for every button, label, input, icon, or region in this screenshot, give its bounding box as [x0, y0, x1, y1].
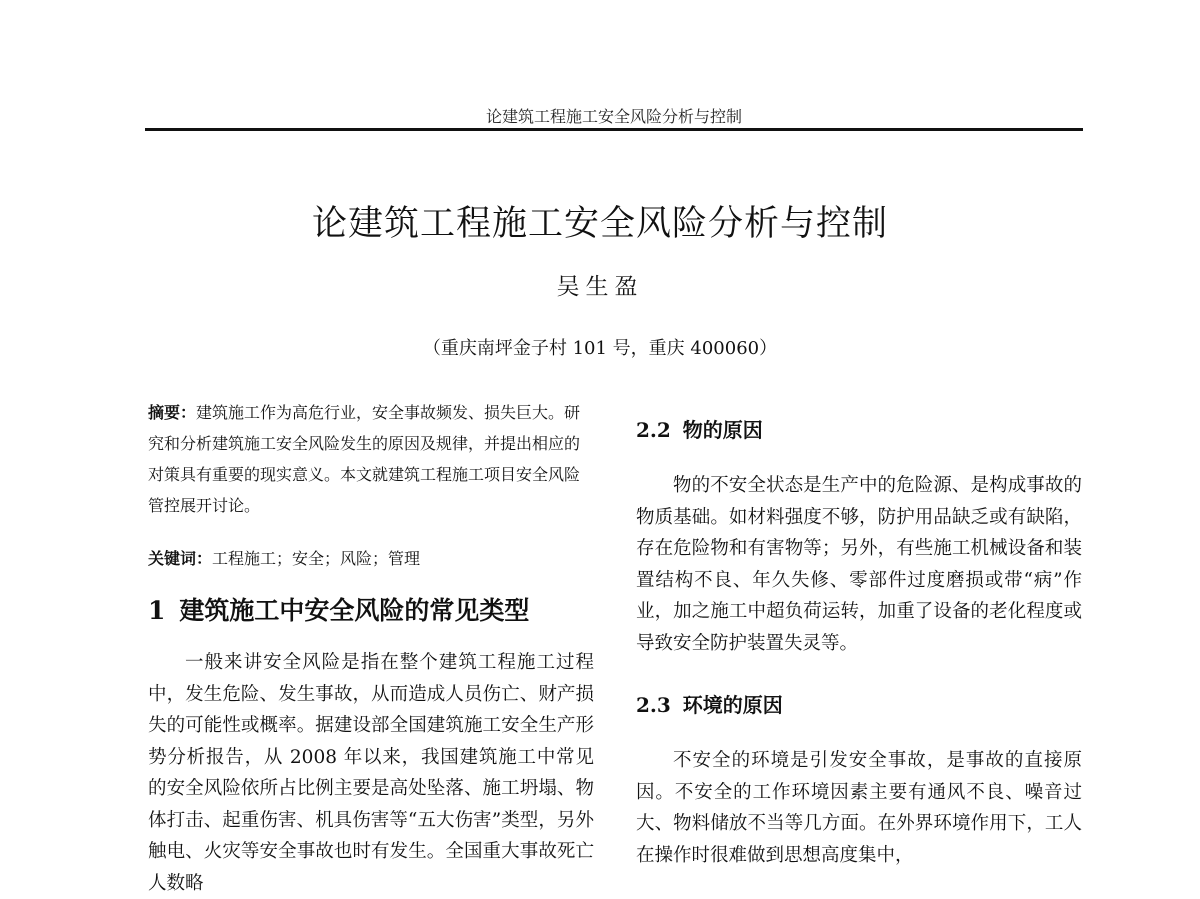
section-2-3-title: 环境的原因 [682, 693, 783, 717]
keywords [148, 547, 594, 571]
section-2-2-paragraph: 物的不安全状态是生产中的危险源、是构成事故的物质基础。如材料强度不够，防护用品缺乏或有缺陷，存在危险物和有害物等；另外，有些施工机械设备和装置结构不良、年久失修、零部件过度磨损或带“病”作业，加之施工中超负荷运转，加重了设备的老化程度或导致安全防护装置失灵等。 [636, 475, 1082, 654]
section-1-paragraph: 一般来讲安全风险是指在整个建筑工程施工过程中，发生危险、发生事故，从而造成人员伤亡、财产损失的可能性或概率。据建设部全国建筑施工安全生产形势分析报告，从 2008 年以来，我国建筑施工中常见的安全风险依所占比例主要是高处坠落、施工坍塌、物体打击、起重伤害、机具伤害等“五大伤害”类型，另外触电、火灾等安全事故也时有发生。全国重大事故死亡人数略 [148, 652, 594, 894]
keywords-label: 关键词： [148, 549, 213, 568]
affiliation: （重庆南坪金子村 101 号，重庆 400060） [422, 338, 778, 359]
abstract-label: 摘要： [148, 403, 197, 422]
keywords-text: 工程施工；安全；风险；管理 [212, 549, 421, 568]
paper-title: 论建筑工程施工安全风险分析与控制 [311, 204, 888, 244]
right-column [636, 410, 1082, 871]
section-2-3-number: 2.3 [636, 693, 671, 717]
section-1-heading [148, 587, 594, 635]
section-2-3-paragraph: 不安全的环境是引发安全事故，是事故的直接原因。不安全的工作环境因素主要有通风不良、噪音过大、物料储放不当等几方面。在外界环境作用下，工人在操作时很难做到思想高度集中， [636, 750, 1082, 866]
running-header: 论建筑工程施工安全风险分析与控制 [485, 107, 742, 126]
header-rule [145, 128, 1083, 131]
section-2-2-number: 2.2 [636, 418, 671, 442]
section-2-3-heading [636, 685, 1082, 725]
author: 吴生盈 [556, 274, 644, 300]
section-1-title: 建筑施工中安全风险的常见类型 [179, 596, 530, 625]
section-1-number: 1 [148, 596, 166, 625]
section-2-2-title: 物的原因 [682, 418, 763, 442]
section-2-2-heading [636, 410, 1082, 450]
left-column [148, 397, 594, 899]
abstract [148, 397, 594, 521]
abstract-text: 建筑施工作为高危行业，安全事故频发、损失巨大。研究和分析建筑施工安全风险发生的原因及规律，并提出相应的对策具有重要的现实意义。本文就建筑工程施工项目安全风险管控展开讨论。 [148, 403, 581, 515]
